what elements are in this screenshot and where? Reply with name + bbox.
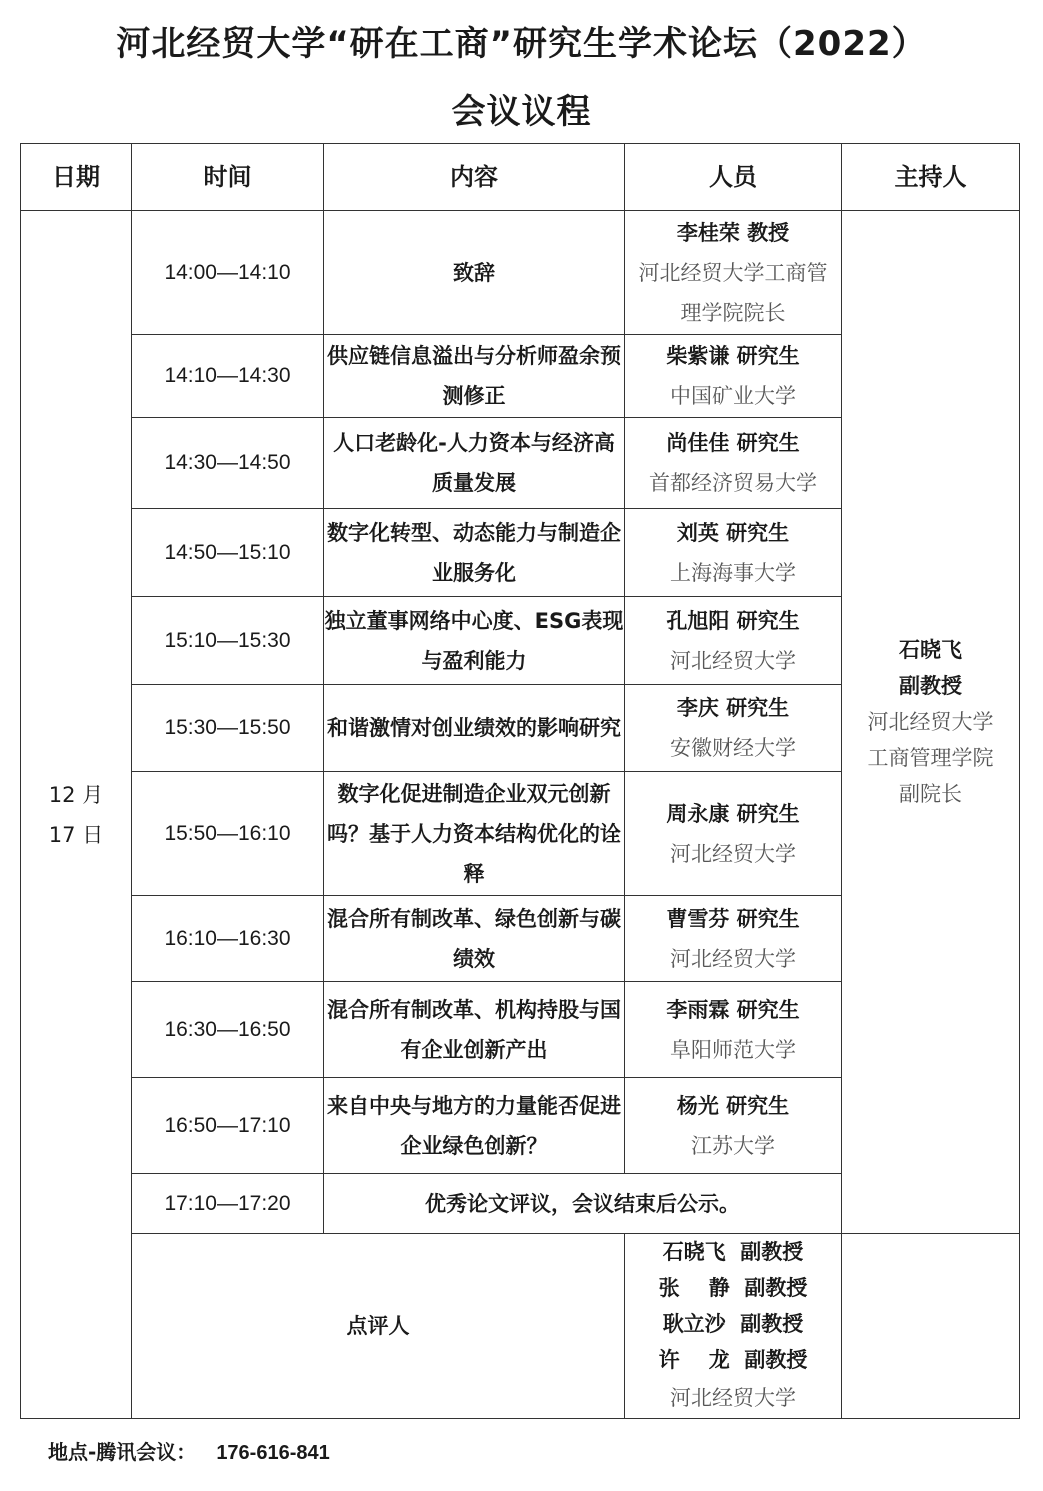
agenda-table [20,143,1020,1419]
time-cell: 14:30—14:50 [132,418,324,509]
person-cell [625,211,842,335]
person-cell [625,982,842,1078]
person-org: 安徽财经大学 [670,736,796,760]
person-org: 江苏大学 [691,1133,775,1158]
closing-content-cell: 优秀论文评议，会议结束后公示。 [324,1174,842,1234]
person-name: 尚佳佳 研究生 [666,431,800,455]
meeting-id: 176-616-841 [216,1442,330,1464]
person-name: 杨光 研究生 [676,1093,790,1118]
time-cell: 17:10—17:20 [132,1174,324,1234]
reviewers-row [21,1234,1020,1419]
content-cell: 人口老龄化-人力资本与经济高质量发展 [324,418,625,509]
content-cell: 致辞 [324,211,625,335]
person-org: 河北经贸大学工商管理学院院长 [638,260,828,325]
person-name: 孔旭阳 研究生 [666,608,800,633]
person-cell [625,772,842,896]
time-cell: 16:10—16:30 [132,896,324,982]
content-cell: 和谐激情对创业绩效的影响研究 [324,685,625,772]
content-cell: 供应链信息溢出与分析师盈余预测修正 [324,335,625,418]
time-cell: 14:10—14:30 [132,335,324,418]
reviewer-name: 许 龙 副教授 [658,1348,808,1372]
time-cell: 15:30—15:50 [132,685,324,772]
reviewers-cell [625,1234,842,1419]
person-org: 河北经贸大学 [670,648,796,673]
person-name: 曹雪芬 研究生 [666,906,800,931]
person-cell [625,1078,842,1174]
person-name: 李桂荣 教授 [676,220,790,245]
page-subtitle: 会议议程 [451,92,592,132]
person-cell [625,335,842,418]
header-row [21,144,1020,211]
content-cell: 数字化转型、动态能力与制造企业服务化 [324,509,625,597]
header-host: 主持人 [842,144,1020,211]
person-cell [625,685,842,772]
person-name: 柴紫谦 研究生 [666,344,800,368]
time-cell: 15:50—16:10 [132,772,324,896]
time-cell: 14:50—15:10 [132,509,324,597]
content-cell: 来自中央与地方的力量能否促进企业绿色创新？ [324,1078,625,1174]
time-cell: 14:00—14:10 [132,211,324,335]
person-name: 刘英 研究生 [676,520,790,545]
reviewer-name: 石晓飞 副教授 [662,1240,804,1264]
empty-host-cell [842,1234,1020,1419]
person-org: 阜阳师范大学 [670,1037,796,1062]
date-month: 12 月 [48,782,104,807]
reviewer-name: 耿立沙 副教授 [662,1312,804,1336]
time-cell: 16:30—16:50 [132,982,324,1078]
footer-label: 地点-腾讯会议： [48,1440,197,1464]
person-name: 周永康 研究生 [666,801,800,826]
person-cell [625,418,842,509]
date-cell [21,211,132,1419]
time-cell: 16:50—17:10 [132,1078,324,1174]
reviewer-org: 河北经贸大学 [670,1386,796,1410]
person-org: 河北经贸大学 [670,946,796,971]
table-row [21,211,1020,335]
header-date: 日期 [21,144,132,211]
host-name: 石晓飞 [899,638,962,662]
content-cell: 混合所有制改革、绿色创新与碳绩效 [324,896,625,982]
person-name: 李庆 研究生 [676,696,790,720]
header-content: 内容 [324,144,625,211]
person-org: 上海海事大学 [670,560,796,585]
person-cell [625,896,842,982]
content-cell: 数字化促进制造企业双元创新吗？基于人力资本结构优化的诠释 [324,772,625,896]
host-cell [842,211,1020,1234]
person-cell [625,509,842,597]
person-org: 河北经贸大学 [670,841,796,866]
person-org: 首都经济贸易大学 [649,471,817,495]
person-name: 李雨霖 研究生 [666,997,800,1022]
reviewer-name: 张 静 副教授 [658,1276,808,1300]
page-title: 河北经贸大学“研在工商”研究生学术论坛（2022） [116,24,927,64]
content-cell: 独立董事网络中心度、ESG表现与盈利能力 [324,597,625,685]
host-org-line1: 河北经贸大学 [867,710,994,734]
person-cell [625,597,842,685]
host-org-line2: 工商管理学院 [867,746,994,770]
header-time: 时间 [132,144,324,211]
person-org: 中国矿业大学 [670,384,796,408]
time-cell: 15:10—15:30 [132,597,324,685]
date-day: 17 日 [48,822,104,847]
host-org-line3: 副院长 [899,782,962,806]
header-person: 人员 [625,144,842,211]
content-cell: 混合所有制改革、机构持股与国有企业创新产出 [324,982,625,1078]
host-title: 副教授 [899,674,962,698]
footer-location [48,1436,330,1465]
reviewers-label-cell: 点评人 [132,1234,625,1419]
